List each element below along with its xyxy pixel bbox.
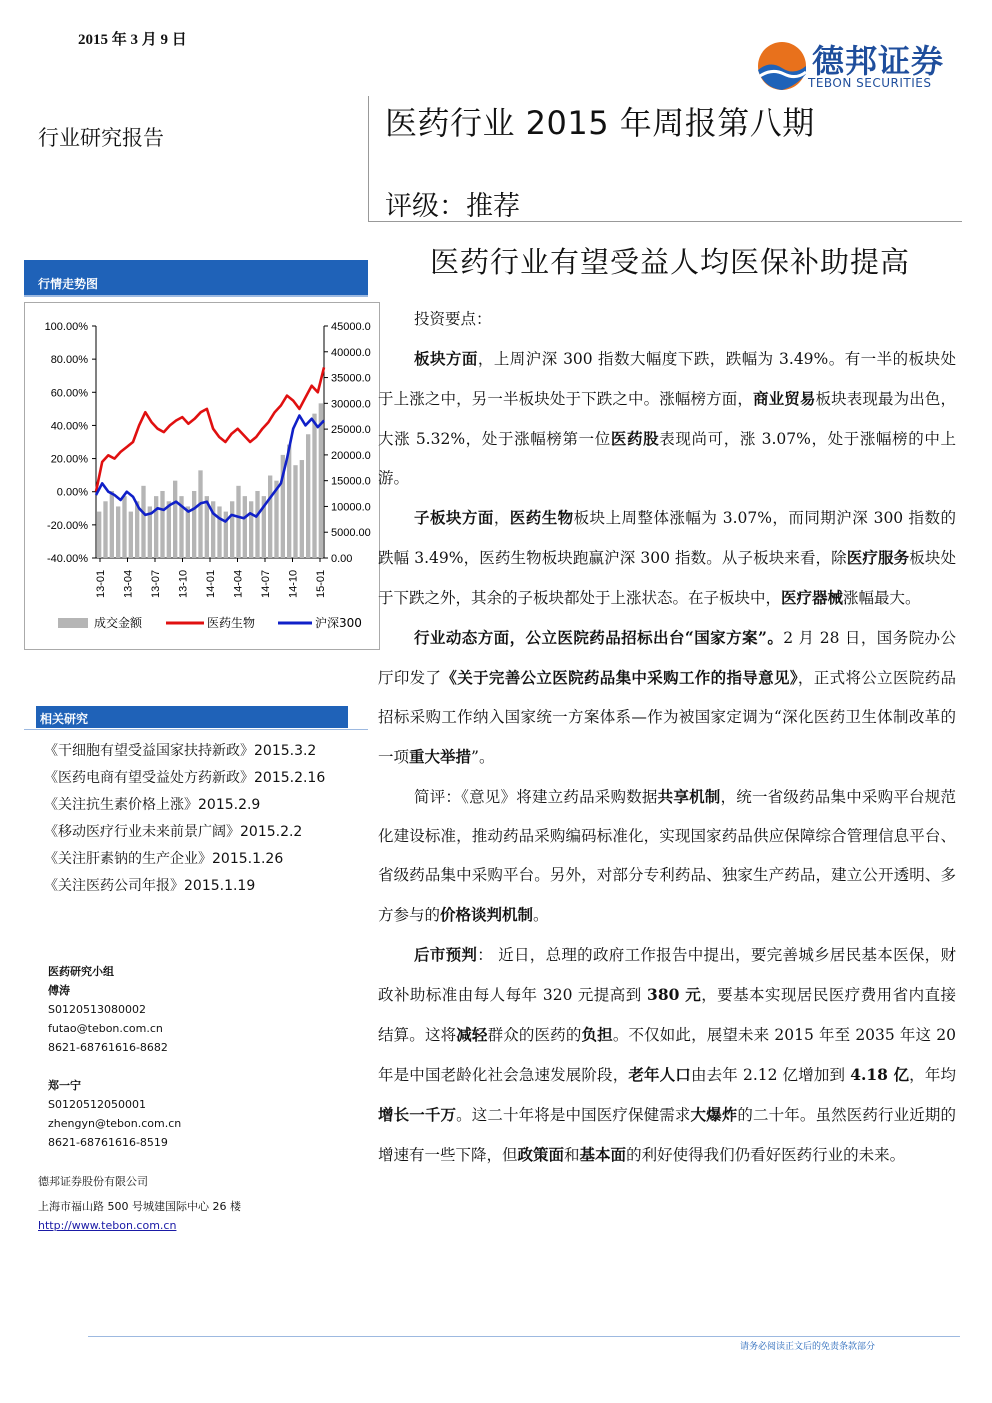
related-item: 《关注肝素钠的生产企业》2015.1.26 [44, 851, 284, 867]
body-text: 简评：《意见》将建立药品采购数据 [414, 788, 658, 806]
right-tick-label: 40000.0 [331, 346, 371, 359]
body-text: 。 [533, 906, 549, 924]
left-tick-label: -40.00% [47, 553, 88, 565]
emphasis-text: 子板块方面 [414, 508, 494, 527]
body-text: 。不仅如此，展望未来 2015 年至 2035 年这 20 年是中国老龄化社会急速发展阶段， [378, 1026, 956, 1084]
emphasis-text: 医药股 [610, 429, 660, 448]
volume-bar [268, 476, 272, 558]
right-tick-label: 0.00 [331, 553, 353, 565]
chart-section-title: 行情走势图 [38, 277, 99, 291]
emphasis-text: 基本面 [579, 1145, 627, 1164]
x-tick-label: 13-01 [95, 569, 107, 598]
emphasis-text: 价格谈判机制 [440, 905, 534, 924]
right-tick-label: 5000.00 [331, 527, 371, 540]
paragraph-commentary [378, 777, 956, 935]
body-text: ，年均 [909, 1066, 956, 1084]
emphasis-text: 行业动态方面，公立医院药品招标出台“国家方案”。 [414, 628, 784, 647]
volume-bar [135, 501, 139, 558]
emphasis-text: 《关于完善公立医院药品集中采购工作的指导意见》 [441, 668, 798, 687]
legend-label: 沪深300 [315, 616, 362, 630]
emphasis-text: 板块方面 [414, 349, 478, 368]
headline: 医药行业有望受益人均医保补助提高 [430, 245, 911, 279]
right-tick-label: 35000.0 [331, 372, 371, 385]
volume-bar [141, 486, 145, 558]
analyst-name: 傅涛 [48, 984, 70, 997]
emphasis-text: 大爆炸 [690, 1105, 738, 1124]
emphasis-text: 重大举措 [409, 747, 472, 766]
legend-label: 医药生物 [207, 616, 256, 630]
volume-bar [217, 506, 221, 558]
paragraph-subsector [378, 498, 956, 618]
emphasis-text: 增长一千万 [378, 1105, 457, 1124]
body-text: 。这二十年将是中国医疗保健需求 [456, 1106, 691, 1124]
left-tick-label: 80.00% [50, 354, 88, 367]
emphasis-text: 老年人口 [628, 1065, 691, 1084]
header-divider-vertical [368, 96, 369, 222]
analyst-id: S0120513080002 [48, 1003, 146, 1016]
volume-bar [236, 486, 240, 558]
body-text: 板块上周整体涨幅为 3.07%，而同期沪深 300 指数的跌幅 3.49%，医药生物板块跑赢沪深 300 指数。从子板块来看，除 [378, 509, 956, 567]
volume-bar [249, 501, 253, 558]
x-tick-label: 13-07 [150, 569, 162, 598]
analyst-id: S0120512050001 [48, 1098, 146, 1111]
x-tick-label: 13-04 [122, 569, 135, 598]
volume-bar [103, 501, 107, 558]
volume-bar [293, 465, 297, 558]
main-body [378, 300, 956, 1175]
left-tick-label: 20.00% [50, 453, 88, 466]
body-text: 2 月 28 日，国务院办公厅印发了 [378, 629, 956, 687]
report-date: 2015 年 3 月 9 日 [78, 32, 187, 48]
body-text: ，统一省级药品集中采购平台规范化建设标准，推动药品采购编码标准化，实现国家药品供应保障综合管理信息平台、省级药品集中采购平台。另外，对部分专利药品、独家生产药品，建立公开透明、多方参与的 [378, 788, 956, 924]
emphasis-text: 380 元 [647, 985, 702, 1004]
body-text: 群众的医药的 [487, 1026, 582, 1044]
emphasis-text: 共享机制 [657, 787, 721, 806]
volume-bar [287, 445, 291, 558]
left-tick-label: 0.00% [56, 486, 88, 499]
related-item: 《关注医药公司年报》2015.1.19 [44, 878, 256, 894]
related-section-underline [24, 729, 368, 730]
paragraph-industry-news [378, 618, 956, 777]
body-text: ， [493, 509, 510, 527]
emphasis-text: 医疗器械 [781, 588, 844, 607]
body-text: 和 [564, 1146, 580, 1164]
x-tick-label: 15-01 [315, 569, 327, 598]
team-name: 医药研究小组 [48, 965, 114, 978]
volume-bar [129, 512, 133, 558]
volume-bar [186, 506, 190, 558]
left-tick-label: 100.00% [44, 321, 88, 333]
right-tick-label: 20000.0 [331, 449, 371, 462]
related-research-list [44, 738, 325, 900]
left-tick-label: -20.00% [47, 519, 88, 532]
volume-bar [312, 414, 316, 558]
related-item: 《干细胞有望受益国家扶持新政》2015.3.2 [44, 743, 317, 759]
x-tick-label: 14-10 [287, 569, 300, 598]
x-tick-label: 14-04 [232, 569, 245, 598]
volume-bar [198, 470, 202, 558]
emphasis-text: 医药生物 [509, 508, 574, 527]
right-tick-label: 45000.0 [331, 321, 371, 333]
intro-line: 投资要点： [414, 310, 492, 328]
volume-bar [116, 506, 120, 558]
left-tick-label: 60.00% [50, 387, 88, 400]
emphasis-text: 减轻 [456, 1025, 488, 1044]
body-text: 由去年 2.12 亿增加到 [690, 1066, 851, 1084]
emphasis-text: 商业贸易 [752, 389, 816, 408]
volume-bar [110, 491, 114, 558]
emphasis-text: 4.18 亿 [850, 1065, 910, 1084]
volume-bar [154, 496, 158, 558]
volume-bar [173, 481, 177, 558]
volume-bar [230, 501, 234, 558]
x-tick-label: 13-10 [177, 569, 190, 598]
right-tick-label: 15000.0 [331, 475, 371, 488]
legend-label: 成交金额 [94, 616, 143, 630]
body-text: ： 近日，总理的政府工作报告中提出，要完善城乡居民基本医保，财政补助标准由每人每年 320 元提高到 [378, 946, 956, 1004]
rating: 评级：推荐 [385, 191, 520, 222]
volume-bar [306, 434, 310, 558]
company-name: 德邦证券股份有限公司 [38, 1175, 148, 1188]
analyst-email[interactable]: futao@tebon.com.cn [48, 1022, 163, 1035]
volume-bar [243, 496, 247, 558]
company-info [38, 1172, 241, 1235]
body-text: ，要基本实现居民医疗费用省内直接结算。这将 [378, 986, 956, 1044]
paragraph-outlook [378, 935, 956, 1175]
right-tick-label: 25000.0 [331, 424, 371, 437]
report-type: 行业研究报告 [38, 126, 164, 150]
analyst-phone: 8621-68761616-8682 [48, 1041, 168, 1054]
related-item: 《移动医疗行业未来前景广阔》2015.2.2 [44, 824, 303, 840]
volume-bar [160, 491, 164, 558]
x-tick-label: 14-07 [260, 569, 272, 598]
company-url-link[interactable]: http://www.tebon.com.cn [38, 1219, 177, 1232]
page-title: 医药行业 2015 年周报第八期 [385, 104, 815, 142]
left-tick-label: 40.00% [50, 420, 88, 433]
volume-bar [97, 512, 101, 558]
body-text: ，上周沪深 300 指数大幅度下跌，跌幅为 3.49%。有一半的板块处于上涨之中，另一半板块处于下跌之中。涨幅榜方面， [378, 350, 956, 408]
volume-bar [167, 501, 171, 558]
volume-bar [192, 491, 196, 558]
related-item: 《关注抗生素价格上涨》2015.2.9 [44, 797, 261, 813]
related-item: 《医药电商有望受益处方药新政》2015.2.16 [44, 770, 326, 786]
market-trend-chart [24, 302, 380, 650]
x-tick-label: 14-01 [205, 569, 217, 598]
body-text: 板块处于下跌之外，其余的子板块都处于上涨状态。在子板块中， [378, 549, 956, 607]
volume-bar [255, 491, 259, 558]
emphasis-text: 后市预判 [414, 945, 478, 964]
body-text: 涨幅最大。 [843, 589, 921, 607]
company-address: 上海市福山路 500 号城建国际中心 26 楼 [38, 1200, 241, 1213]
analyst-email[interactable]: zhengyn@tebon.com.cn [48, 1117, 182, 1130]
emphasis-text: 负担 [581, 1025, 613, 1044]
logo-subtext: TEBON SECURITIES [808, 76, 932, 90]
related-section-title: 相关研究 [40, 712, 89, 726]
paragraph-sector [378, 339, 956, 498]
volume-bar [122, 496, 126, 558]
analyst-name: 郑一宁 [48, 1079, 81, 1092]
footer-disclaimer: 请务必阅读正文后的免责条款部分 [740, 1342, 876, 1352]
tebon-logo-icon [756, 40, 808, 92]
body-text: 的二十年。虽然医药行业近期的增速有一些下降，但 [378, 1106, 956, 1164]
body-text: ，正式将公立医院药品招标采购工作纳入国家统一方案体系—作为被国家定调为“深化医药卫生体制改革的一项 [378, 669, 956, 766]
analyst-contacts [48, 962, 181, 1152]
body-text: 板块表现最为出色，大涨 5.32%，处于涨幅榜第一位 [378, 390, 956, 448]
body-text: ”。 [471, 748, 495, 766]
right-tick-label: 30000.0 [331, 398, 371, 411]
analyst-phone: 8621-68761616-8519 [48, 1136, 168, 1149]
body-text: 的利好使得我们仍看好医药行业的未来。 [626, 1146, 906, 1164]
volume-bar [300, 460, 304, 558]
logo-text: 德邦证券 [812, 42, 945, 80]
footer-divider [88, 1336, 960, 1337]
right-tick-label: 10000.0 [331, 501, 371, 514]
emphasis-text: 政策面 [517, 1145, 565, 1164]
emphasis-text: 医疗服务 [846, 548, 910, 567]
body-text: 表现尚可，涨 3.07%，处于涨幅榜的中上游。 [378, 430, 956, 487]
legend-swatch-volume [58, 618, 88, 628]
